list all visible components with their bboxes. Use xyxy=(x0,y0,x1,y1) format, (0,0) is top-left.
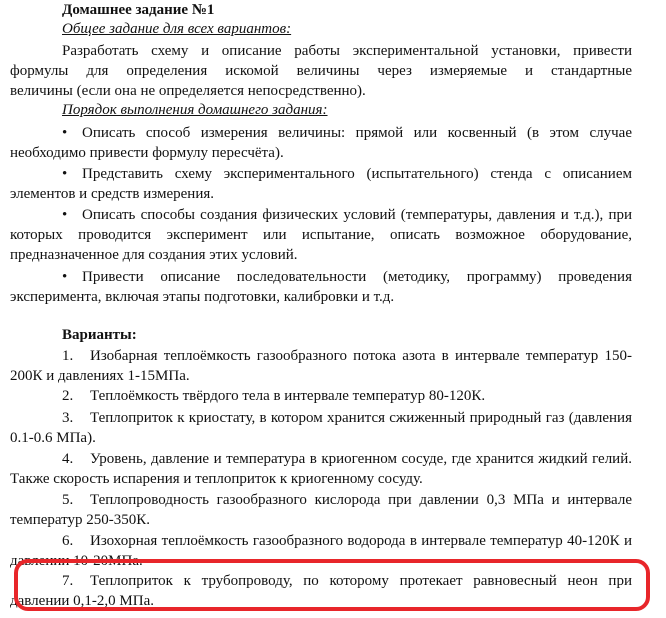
variant-text: Теплоприток к криостату, в котором хранится сжиженный природный газ (давления xyxy=(90,410,632,426)
variant-text: Теплопроводность газообразного кислорода при давлении 0,3 МПа и интервале xyxy=(90,492,632,508)
variant-number: 7. xyxy=(62,573,74,589)
variant-text: Уровень, давление и температура в криогенном сосуде, где хранится жидкий гелий. xyxy=(90,451,632,467)
variant-number: 3. xyxy=(62,410,74,426)
variant-item xyxy=(62,449,632,469)
procedure-item xyxy=(62,267,632,287)
general-task-line: формулы для определения искомой величины через измеряемые и стандартные xyxy=(10,63,632,79)
bullet-icon: • xyxy=(62,166,68,182)
procedure-item-text: которых проводится эксперимент или испытание, описать возможное оборудование, xyxy=(10,227,632,243)
procedure-item-text: Описать способ измерения величины: прямой или косвенный (в этом случае xyxy=(82,125,632,141)
variant-item xyxy=(62,531,632,551)
bullet-icon: • xyxy=(62,207,68,223)
variant-text: Теплоприток к трубопроводу, по которому протекает равновесный неон при xyxy=(90,573,632,589)
variant-text: давлении 10-20МПа. xyxy=(10,553,143,569)
procedure-item xyxy=(62,164,632,184)
variant-number: 2. xyxy=(62,388,74,404)
procedure-item-text: Привести описание последовательности (методику, программу) проведения xyxy=(82,269,632,285)
variant-number: 1. xyxy=(62,348,74,364)
variant-number: 5. xyxy=(62,492,74,508)
procedure-item-text: Представить схему экспериментального (испытательного) стенда с описанием xyxy=(82,166,632,182)
variant-text: 200К и давлениях 1-15МПа. xyxy=(10,368,190,384)
variant-number: 6. xyxy=(62,533,74,549)
general-task-line: Разработать схему и описание работы экспериментальной установки, привести xyxy=(62,43,632,59)
variant-item xyxy=(62,490,632,510)
procedure-item-text: эксперимента, включая этапы подготовки, калибровки и т.д. xyxy=(10,289,395,305)
procedure-item-text: элементов и средств измерения. xyxy=(10,186,215,202)
procedure-item-text: Описать способы создания физических условий (температуры, давления и т.д.), при xyxy=(82,207,632,223)
variant-text: Изобарная теплоёмкость газообразного потока азота в интервале температур 150- xyxy=(90,348,632,364)
variant-text: 0.1-0.6 МПа). xyxy=(10,430,96,446)
procedure-item xyxy=(62,123,632,143)
procedure-item-text: необходимо привести формулу пересчёта). xyxy=(10,145,284,161)
highlight-box xyxy=(14,559,650,611)
variant-number: 4. xyxy=(62,451,74,467)
variant-text: Теплоёмкость твёрдого тела в интервале температур 80-120К. xyxy=(90,388,486,404)
variant-item xyxy=(62,386,485,406)
general-task-heading: Общее задание для всех вариантов: xyxy=(62,21,292,37)
variant-text: температур 250-350К. xyxy=(10,512,151,528)
page-title: Домашнее задание №1 xyxy=(62,2,215,18)
general-task-line: величины (если она не определяется непосредственно). xyxy=(10,83,366,99)
variant-text: Изохорная теплоёмкость газообразного водорода в интервале температур 40-120К и xyxy=(90,533,632,549)
variant-text: давлении 0,1-2,0 МПа. xyxy=(10,593,154,609)
bullet-icon: • xyxy=(62,269,68,285)
procedure-item-text: предназначенное для создания этих условий. xyxy=(10,247,298,263)
variant-text: Также скорость испарения и теплоприток к криогенному сосуду. xyxy=(10,471,423,487)
bullet-icon: • xyxy=(62,125,68,141)
variant-item xyxy=(62,408,632,428)
procedure-item xyxy=(62,205,632,225)
variants-heading: Варианты: xyxy=(62,327,137,343)
procedure-heading: Порядок выполнения домашнего задания: xyxy=(62,102,328,118)
variant-item xyxy=(62,346,632,366)
